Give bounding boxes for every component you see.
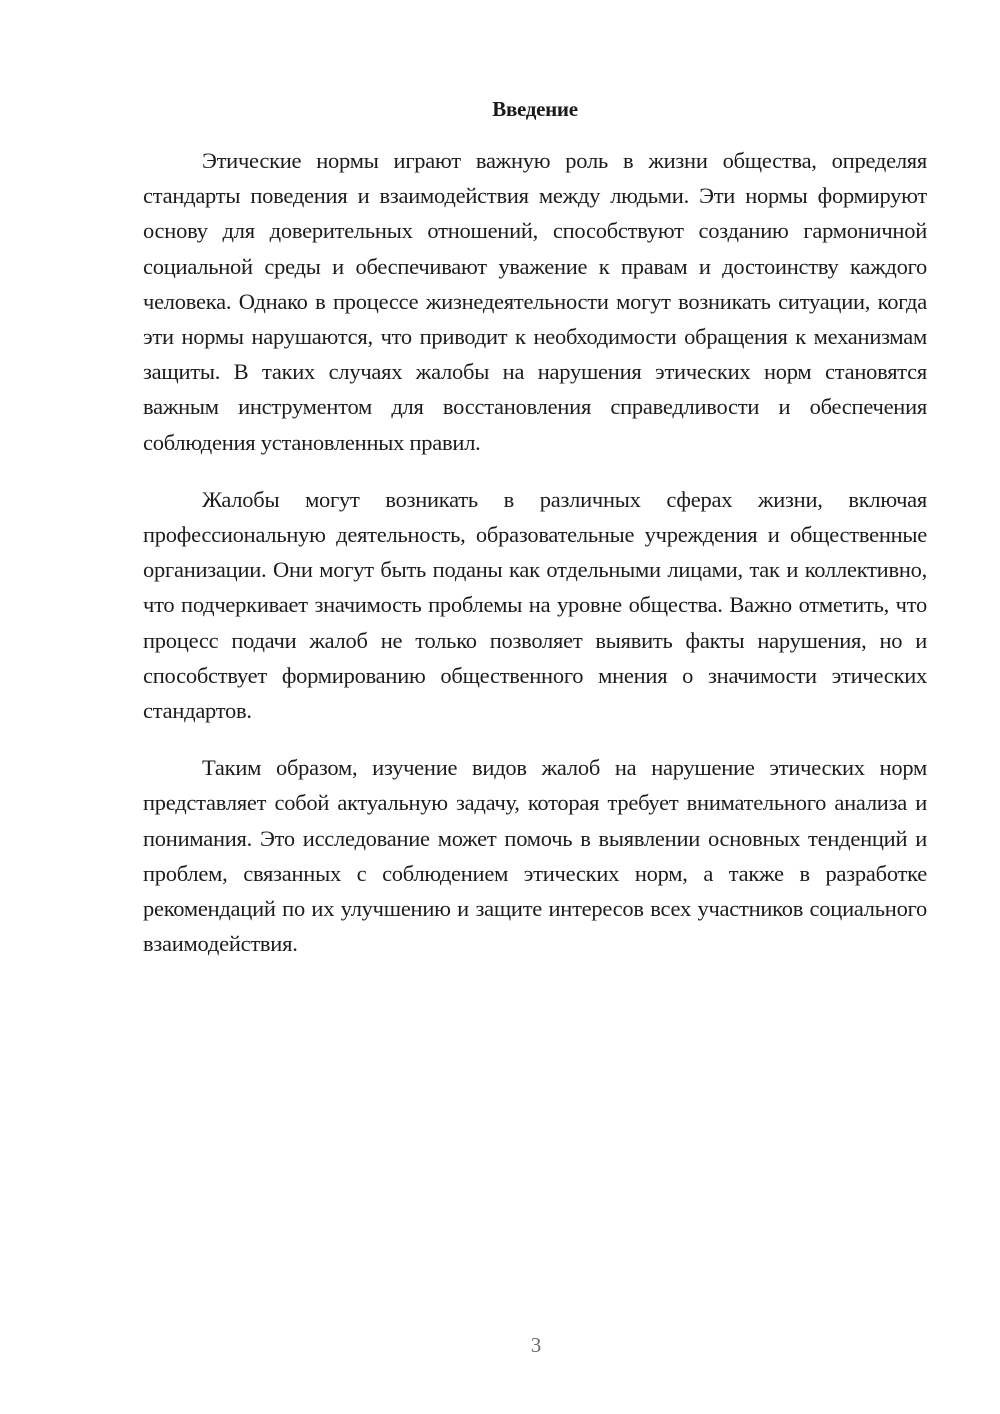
page-number: 3 [530, 1333, 542, 1357]
paragraph-2: Жалобы могут возникать в различных сферах жизни, включая профессиональную деятельность, образовательные учреждения и общественные организации. Они могут быть поданы как отдельными лицами, так и коллективно, что подчеркивает значимость проблемы на уровне общества. Важно отметить, что процесс подачи жалоб не только позволяет выявить факты нарушения, но и способствует формированию общественного мнения о значимости этических стандартов. [143, 486, 927, 724]
section-heading: Введение [492, 97, 578, 121]
paragraph-1: Этические нормы играют важную роль в жизни общества, определяя стандарты поведения и взаимодействия между людьми. Эти нормы формируют основу для доверительных отношений, способствуют созданию гармоничной социальной среды и обеспечивают уважение к правам и достоинству каждого человека. Однако в процессе жизнедеятельности могут возникать ситуации, когда эти нормы нарушаются, что приводит к необходимости обращения к механизмам защиты. В таких случаях жалобы на нарушения этических норм становятся важным инструментом для восстановления справедливости и обеспечения соблюдения установленных правил. [143, 148, 927, 455]
document-body [143, 143, 927, 961]
paragraph-3: Таким образом, изучение видов жалоб на нарушение этических норм представляет собой актуальную задачу, которая требует внимательного анализа и понимания. Это исследование может помочь в выявлении основных тенденций и проблем, связанных с соблюдением этических норм, а также в разработке рекомендаций по их улучшению и защите интересов всех участников социального взаимодействия. [143, 755, 927, 957]
